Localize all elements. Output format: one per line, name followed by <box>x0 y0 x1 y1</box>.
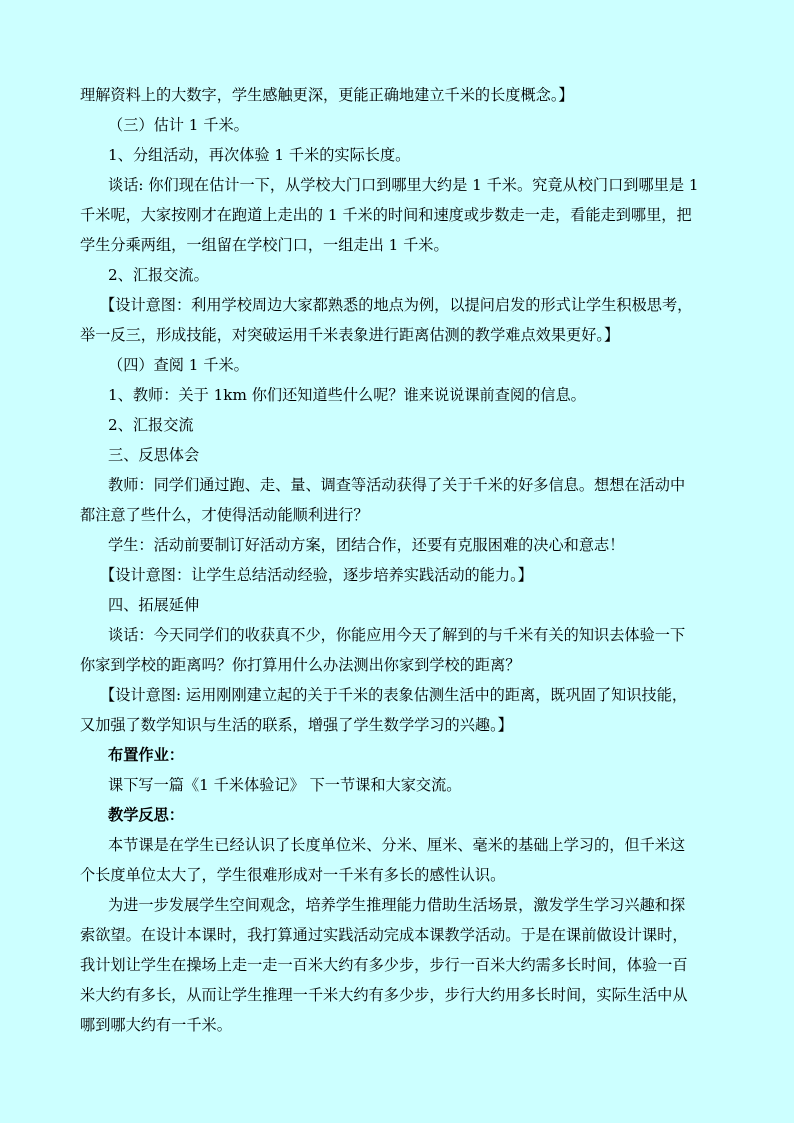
text-line: 举一反三，形成技能，对突破运用千米表象进行距离估测的教学难点效果更好。】 <box>80 326 620 344</box>
text-line: 米大约有多长，从而让学生推理一千米大约有多少步，步行大约用多长时间，实际生活中从 <box>80 986 688 1004</box>
design-intent-note: 【设计意图：让学生总结活动经验，逐步培养实践活动的能力。】 <box>100 566 533 584</box>
section-heading: （三）估计 1 千米。 <box>108 116 249 134</box>
text-line: 又加强了数学知识与生活的联系，增强了学生数学学习的兴趣。】 <box>80 716 513 734</box>
text-line: 2、汇报交流 <box>108 416 194 434</box>
text-line: 你家到学校的距离吗？你打算用什么办法测出你家到学校的距离？ <box>80 656 521 674</box>
reflection-heading: 教学反思： <box>108 806 184 824</box>
text-line: 本节课是在学生已经认识了长度单位米、分米、厘米、毫米的基础上学习的，但千米这 <box>108 836 686 854</box>
text-line: 2、汇报交流。 <box>108 266 209 284</box>
text-line: 谈话：今天同学们的收获真不少，你能应用今天了解到的与千米有关的知识去体验一下 <box>108 626 686 644</box>
text-line: 个长度单位太大了，学生很难形成对一千米有多长的感性认识。 <box>80 866 506 884</box>
text-line: 1、教师：关于 1km 你们还知道些什么呢？谁来说说课前查阅的信息。 <box>108 386 586 404</box>
text-line: 教师：同学们通过跑、走、量、调查等活动获得了关于千米的好多信息。想想在活动中 <box>108 476 686 494</box>
text-line: 为进一步发展学生空间观念，培养学生推理能力借助生活场景，激发学生学习兴趣和探 <box>108 896 686 914</box>
text-line: 课下写一篇《1 千米体验记》 下一节课和大家交流。 <box>108 776 462 794</box>
homework-heading: 布置作业： <box>108 746 184 764</box>
text-line: 都注意了些什么，才使得活动能顺利进行？ <box>80 506 369 524</box>
design-intent-note: 【设计意图：利用学校周边大家都熟悉的地点为例，以提问启发的形式让学生积极思考， <box>100 296 693 314</box>
text-line: 我计划让学生在操场上走一走一百米大约有多少步，步行一百米大约需多长时间，体验一百 <box>80 956 688 974</box>
text-line: 学生：活动前要制订好活动方案，团结合作，还要有克服困难的决心和意志！ <box>108 536 625 554</box>
text-line: 千米呢，大家按刚才在跑道上走出的 1 千米的时间和速度或步数走一走，看能走到哪里，把 <box>80 206 692 224</box>
section-heading: （四）查阅 1 千米。 <box>108 356 249 374</box>
section-heading: 四、拓展延伸 <box>108 596 200 614</box>
section-heading: 三、反思体会 <box>108 446 200 464</box>
text-line: 1、分组活动，再次体验 1 千米的实际长度。 <box>108 146 411 164</box>
design-intent-note: 【设计意图: 运用刚刚建立起的关于千米的表象估测生活中的距离，既巩固了知识技能， <box>100 686 688 704</box>
text-line: 哪到哪大约有一千米。 <box>80 1016 232 1034</box>
text-line: 学生分乘两组，一组留在学校门口，一组走出 1 千米。 <box>80 236 449 254</box>
text-line: 理解资料上的大数字，学生感触更深，更能正确地建立千米的长度概念。】 <box>80 86 574 104</box>
text-line: 索欲望。在设计本课时，我打算通过实践活动完成本课教学活动。于是在课前做设计课时， <box>80 926 688 944</box>
text-line: 谈话: 你们现在估计一下，从学校大门口到哪里大约是 1 千米。究竟从校门口到哪里是 1 <box>108 176 699 194</box>
